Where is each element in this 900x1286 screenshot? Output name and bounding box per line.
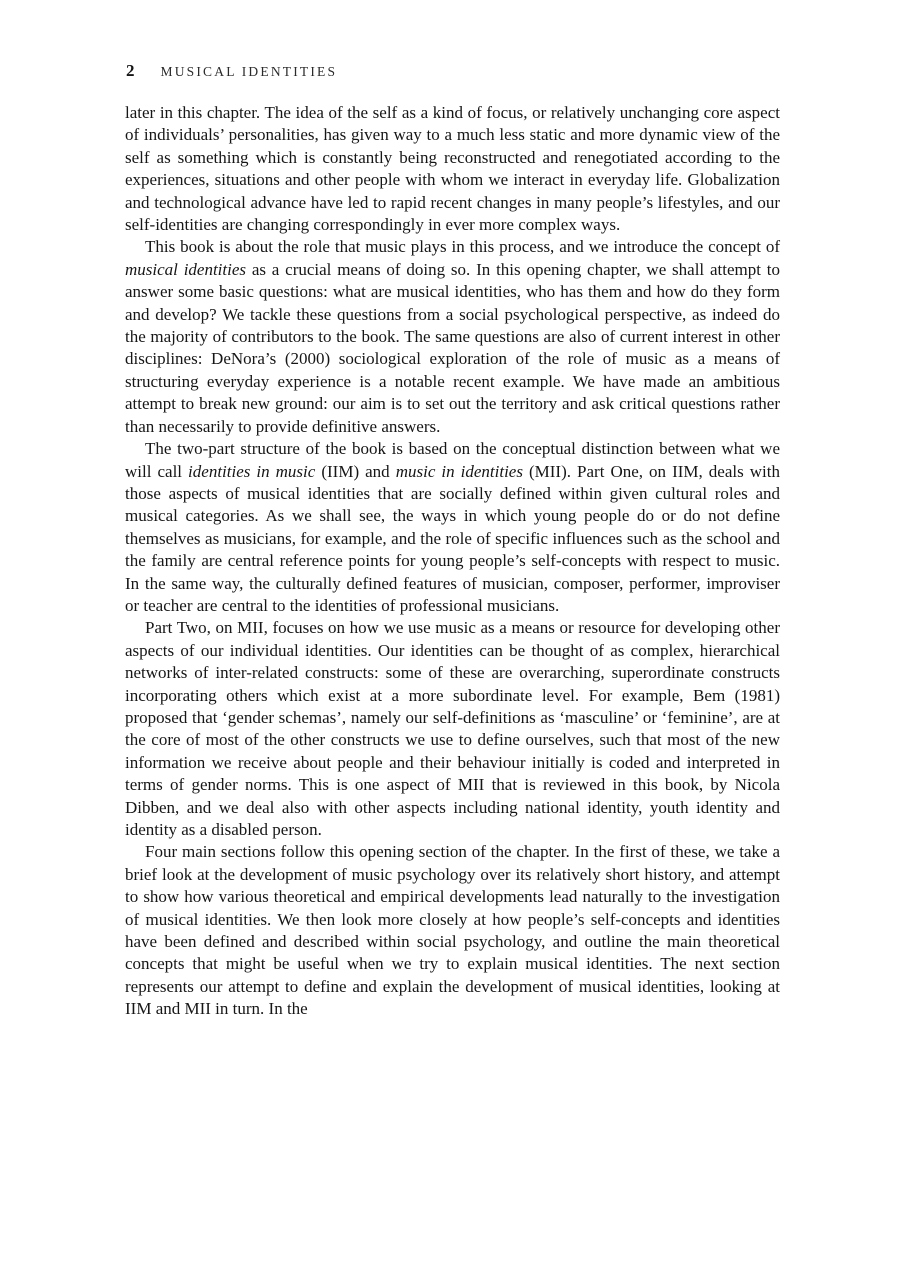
- italic-text-run: musical identities: [125, 259, 247, 279]
- paragraph: [125, 438, 780, 617]
- text-run: (MII). Part One, on IIM, deals with those aspects of musical identities that are socially defined within given cultural roles and musical categories. As we shall see, the ways in which young people do or do not define themselves as musicians, for example, and the role of specific influences such as the school and the family are central reference points for young people’s self-concepts with respect to music. In the same way, the culturally defined features of musician, composer, performer, improviser or teacher are central to the identities of professional musicians.: [125, 461, 780, 615]
- paragraph: [125, 617, 780, 841]
- body-text: [125, 102, 780, 1021]
- paragraph: [125, 102, 780, 236]
- page-number: 2: [126, 61, 135, 80]
- italic-text-run: music in identities: [395, 461, 523, 481]
- text-run: later in this chapter. The idea of the self as a kind of focus, or relatively unchanging core aspect of individuals’ personalities, has given way to a much less static and more dynamic view of the self as something which is constantly being reconstructed and renegotiated according to the experiences, situations and other people with whom we interact in everyday life. Globalization and technological advance have led to rapid recent changes in many people’s lifestyles, and our self-identities are changing correspondingly in ever more complex ways.: [125, 103, 780, 235]
- text-run: Part Two, on MII, focuses on how we use music as a means or resource for developing other aspects of our individual identities. Our identities can be thought of as complex, hierarchical networks of inter-related constructs: some of these are overarching, superordinate constructs incorporating others which exist at a more subordinate level. For example, Bem (1981) proposed that ‘gender schemas’, namely our self-definitions as ‘masculine’ or ‘feminine’, are at the core of most of the other constructs we use to define ourselves, such that most of the new information we receive about people and their behaviour initially is coded and interpreted in terms of gender norms. This is one aspect of MII that is reviewed in this book, by Nicola Dibben, and we deal also with other aspects including national identity, youth identity and identity as a disabled person.: [125, 618, 780, 839]
- italic-text-run: identities in music: [188, 461, 316, 481]
- paragraph: [125, 236, 780, 438]
- running-title: MUSICAL IDENTITIES: [160, 64, 338, 79]
- text-run: The two-part structure of the book is based on the conceptual distinction between what we will call: [125, 439, 780, 481]
- running-head: [126, 61, 337, 81]
- paragraph: [125, 841, 780, 1020]
- text-run: as a crucial means of doing so. In this opening chapter, we shall attempt to answer some basic questions: what are musical identities, who has them and how do they form and develop? We tackle these questions from a social psychological perspective, as indeed do the majority of contributors to the book. The same questions are also of current interest in other disciplines: DeNora’s (2000) sociological exploration of the role of music as a means of structuring everyday experience is a notable recent example. We have made an ambitious attempt to break new ground: our aim is to set out the territory and ask critical questions rather than necessarily to provide definitive answers.: [125, 259, 780, 436]
- text-run: Four main sections follow this opening section of the chapter. In the first of these, we take a brief look at the development of music psychology over its relatively short history, and attempt to show how various theoretical and empirical developments lead naturally to the investigation of musical identities. We then look more closely at how people’s self-concepts and identities have been defined and described within social psychology, and outline the main theoretical concepts that might be useful when we try to explain musical identities. The next section represents our attempt to define and explain the development of musical identities, looking at IIM and MII in turn. In the: [125, 842, 780, 1019]
- text-run: This book is about the role that music plays in this process, and we introduce the concept of: [145, 237, 780, 257]
- text-run: (IIM) and: [315, 461, 396, 481]
